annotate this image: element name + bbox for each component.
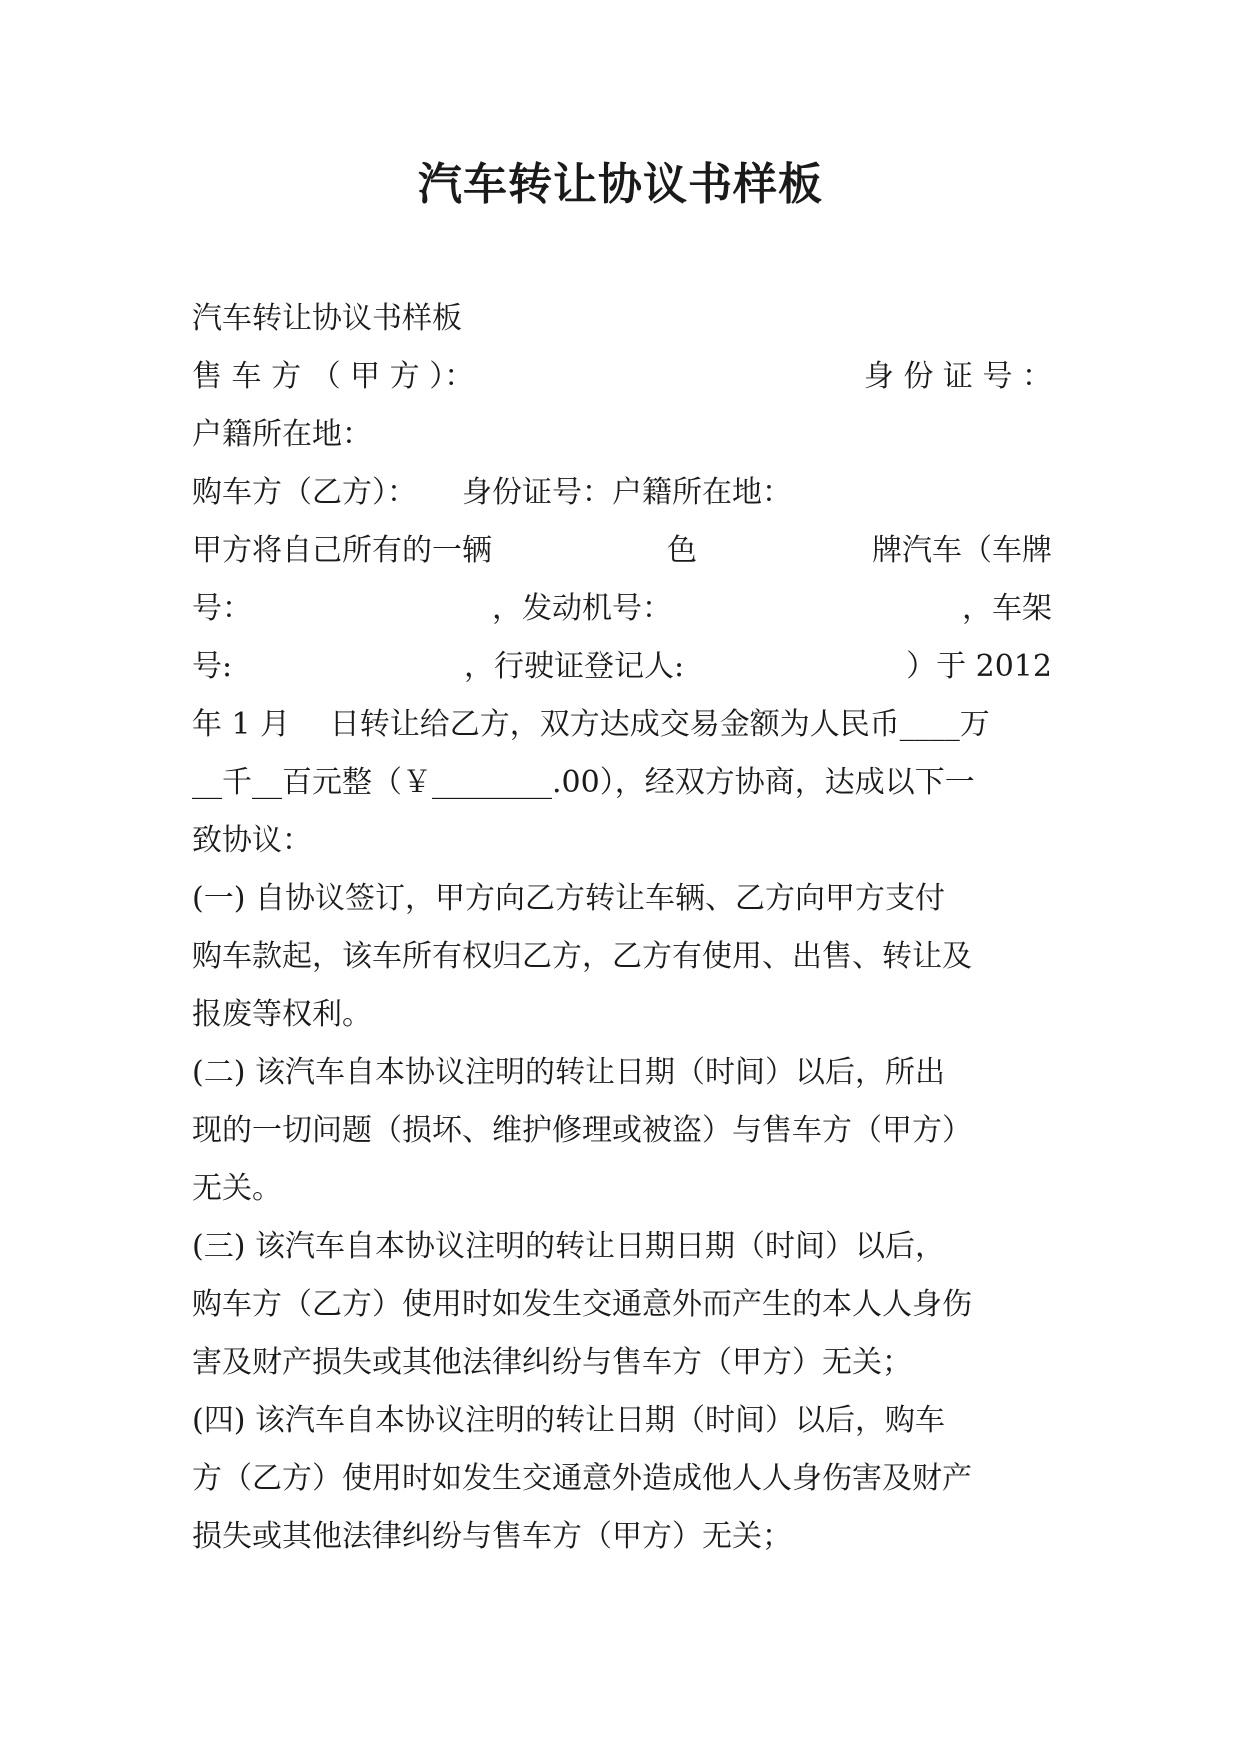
seller-domicile-line: 户籍所在地： (192, 417, 372, 452)
consensus-line: 致协议： (192, 823, 312, 858)
clause-2-line-1: (二) 该汽车自本协议注明的转让日期（时间）以后，所出 (192, 1055, 945, 1090)
vehicle-owner-text: 甲方将自己所有的一辆 (192, 533, 492, 568)
seller-label: 售 车 方 （ 甲 方 ）： (192, 359, 475, 394)
clause-1-line-2: 购车款起，该车所有权归乙方，乙方有使用、出售、转让及 (192, 939, 972, 974)
clause-4-line-2: 方（乙方）使用时如发生交通意外造成他人人身伤害及财产 (192, 1461, 972, 1496)
clause-2-line-2: 现的一切问题（损坏、维护修理或被盗）与售车方（甲方） (192, 1113, 972, 1148)
clause-4-line-1: (四) 该汽车自本协议注明的转让日期（时间）以后，购车 (192, 1403, 945, 1438)
vehicle-line (192, 522, 1052, 580)
frame-line (192, 638, 1052, 696)
date-line: 年 1 月 日转让给乙方，双方达成交易金额为人民币____万 (192, 707, 990, 742)
seller-id-label: 身 份 证 号 ： (863, 359, 1052, 394)
clause-3-line-2: 购车方（乙方）使用时如发生交通意外而产生的本人人身伤 (192, 1287, 972, 1322)
document-body (192, 290, 1052, 1566)
clause-2-line-3: 无关。 (192, 1171, 282, 1206)
plate-label: 号： (192, 591, 252, 626)
seller-line (192, 348, 1052, 406)
frame-label: 号: (192, 649, 233, 684)
registrant-label: ，行驶证登记人: (464, 649, 685, 684)
vehicle-brand-text: 牌汽车（车牌 (872, 533, 1052, 568)
clause-4-line-3: 损失或其他法律纠纷与售车方（甲方）无关； (192, 1519, 792, 1554)
clause-3-line-3: 害及财产损失或其他法律纠纷与售车方（甲方）无关； (192, 1345, 912, 1380)
frame-label-start: ，车架 (962, 591, 1052, 626)
clause-3-line-1: (三) 该汽车自本协议注明的转让日期日期（时间）以后， (192, 1229, 945, 1264)
amount-line: __千__百元整（￥________.00），经双方协商，达成以下一 (192, 765, 975, 800)
document-title: 汽车转让协议书样板 (418, 159, 823, 210)
transfer-year-text: ）于 2012 (906, 649, 1052, 684)
plate-line (192, 580, 1052, 638)
buyer-line: 购车方（乙方）： 身份证号：户籍所在地： (192, 475, 792, 510)
clause-1-line-3: 报废等权利。 (192, 997, 372, 1032)
clause-1-line-1: (一) 自协议签订，甲方向乙方转让车辆、乙方向甲方支付 (192, 881, 945, 916)
subtitle-line: 汽车转让协议书样板 (192, 301, 462, 336)
vehicle-color-text: 色 (667, 533, 697, 568)
engine-label: ，发动机号： (492, 591, 672, 626)
